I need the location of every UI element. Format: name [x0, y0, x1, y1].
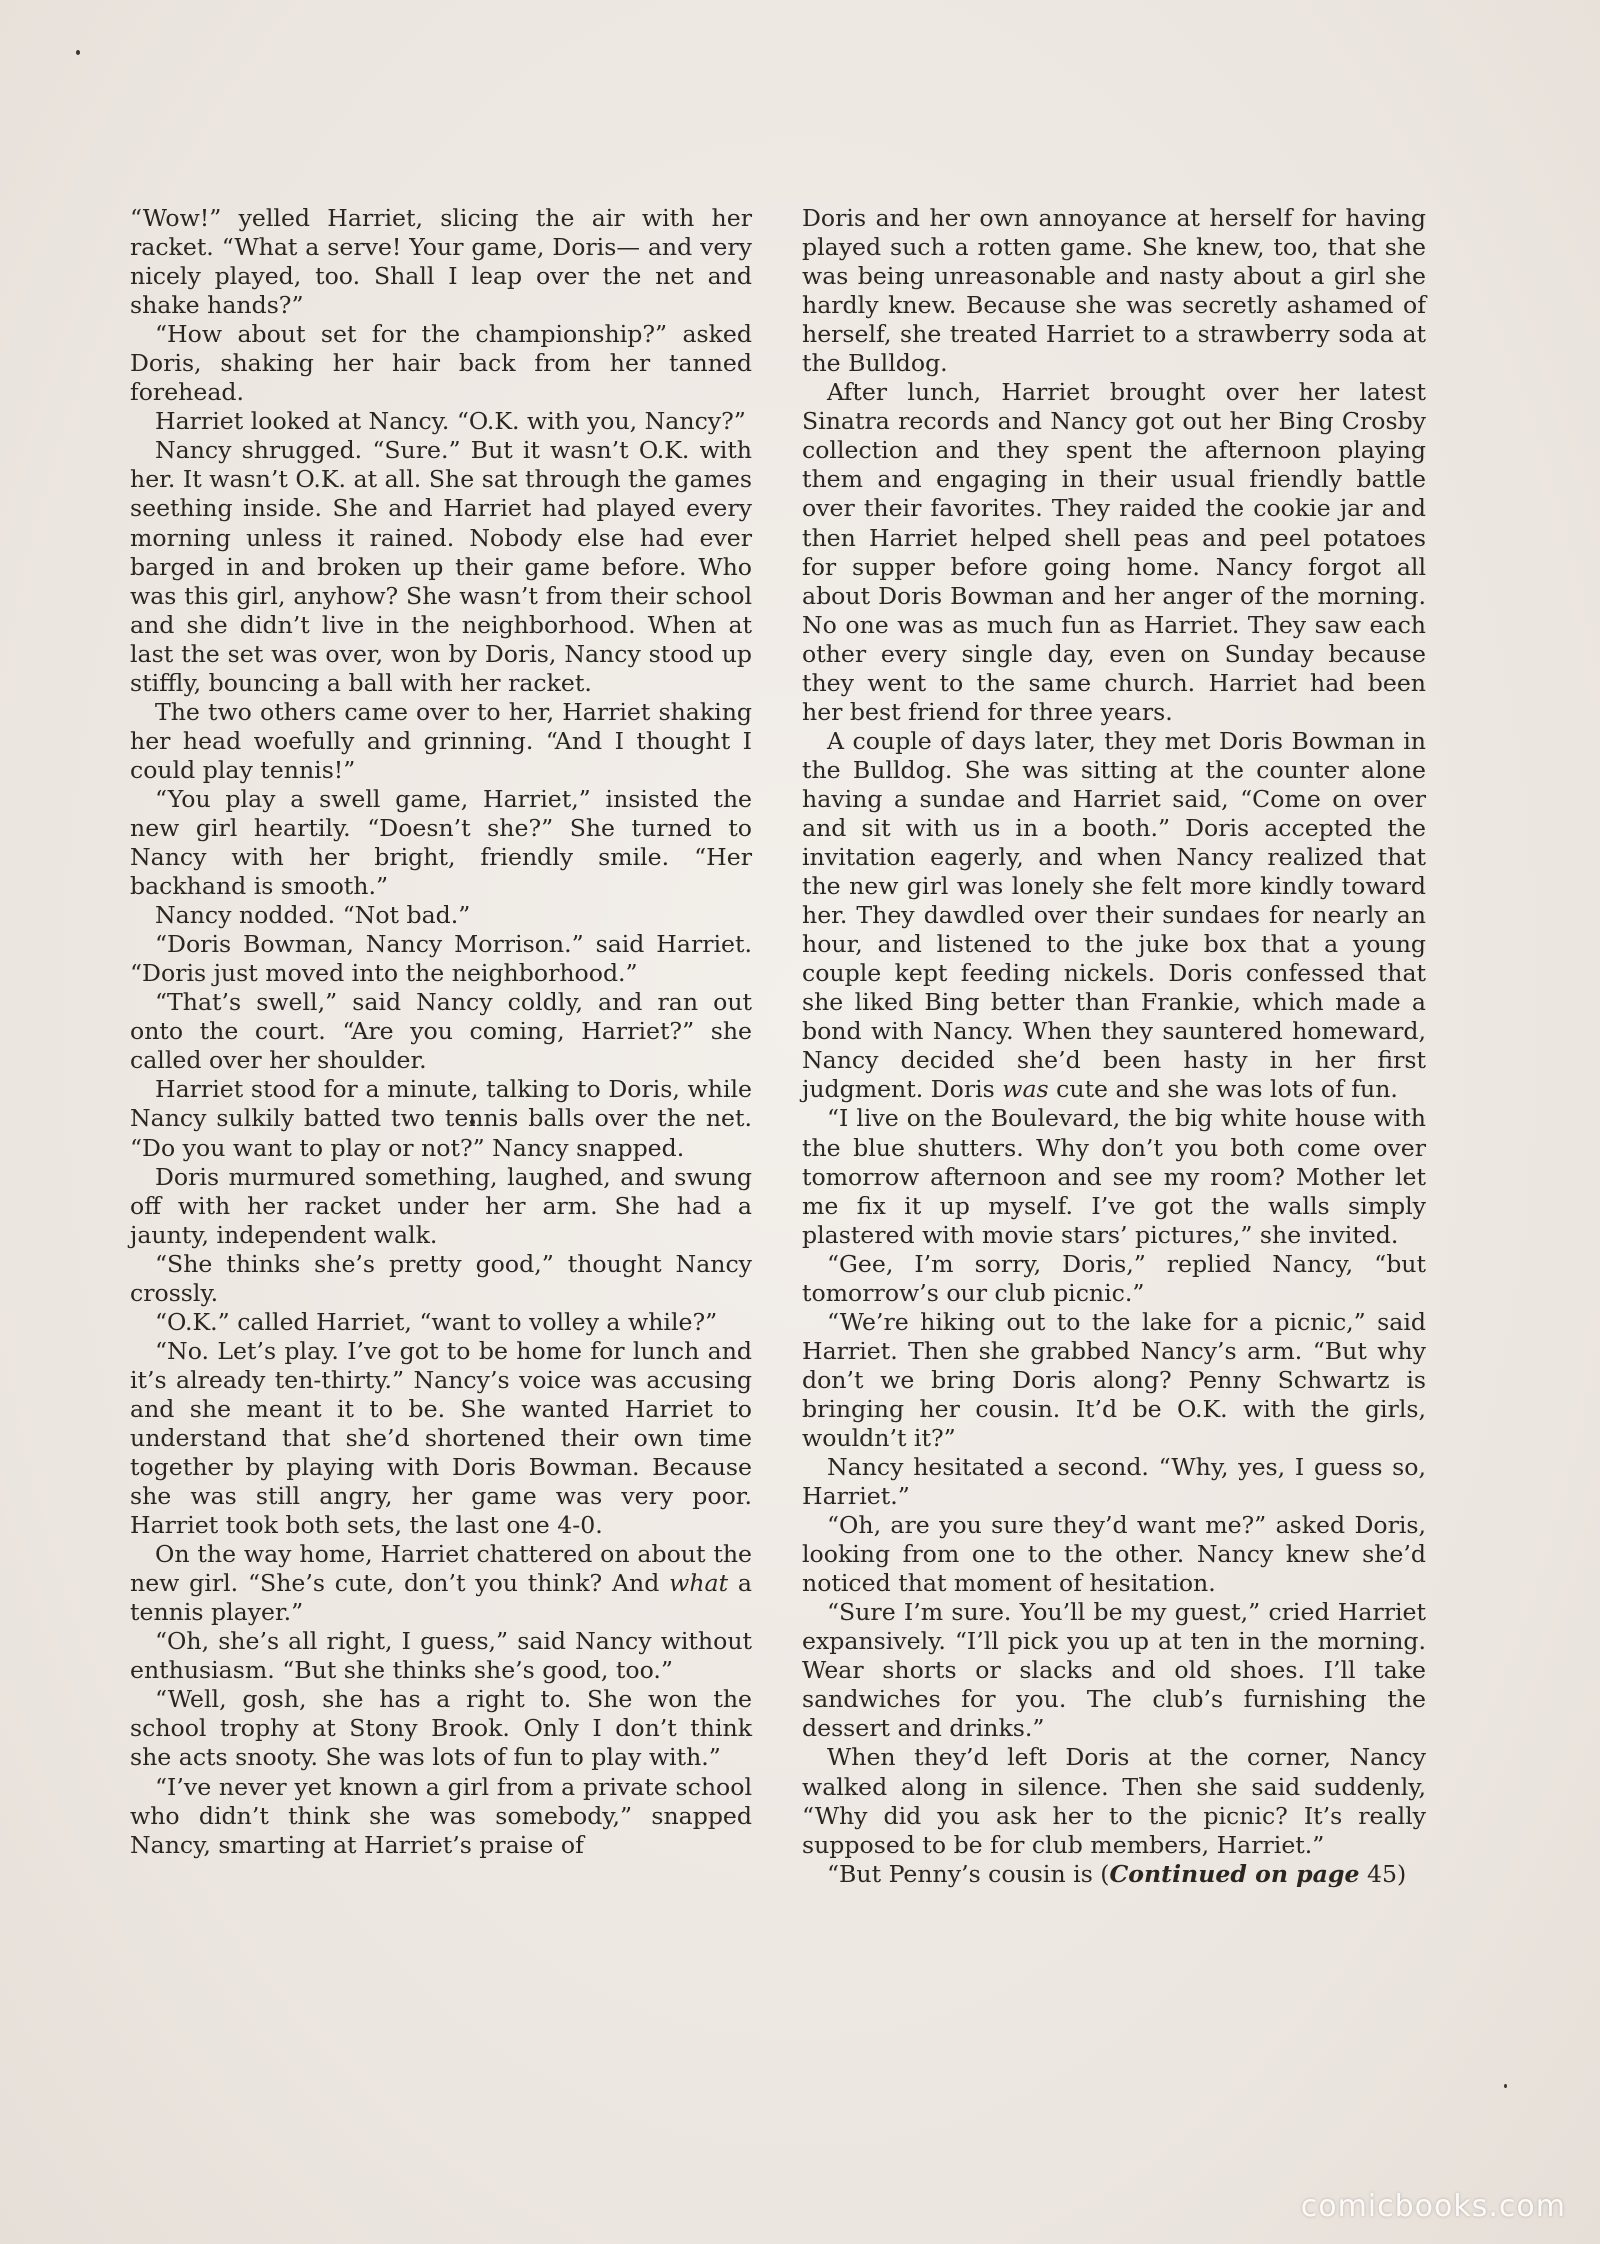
paragraph: Harriet looked at Nancy. “O.K. with you, Nancy?”: [155, 407, 746, 436]
paragraph: The two others came over to her, Harriet shaking her head woefully and grinning. “And I thought I could play tennis!”: [130, 697, 752, 784]
print-speck: [76, 50, 80, 55]
paragraph: “Oh, are you sure they’d want me?” asked Doris, looking from one to the other. Nancy knew she’d noticed that moment of hesitation.: [802, 1511, 1426, 1598]
paragraph: [802, 1860, 1426, 1889]
paragraph: “Oh, she’s all right, I guess,” said Nancy without enthusiasm. “But she thinks she’s good, too.”: [130, 1627, 752, 1685]
paragraph: Doris and her own annoyance at herself for having played such a rotten game. She knew, too, that she was being unreasonable and nasty about a girl she hardly knew. Because she was secretly ashamed of herself, she treated Harriet to a strawberry soda at the Bulldog.: [802, 204, 1426, 378]
paragraph: “No. Let’s play. I’ve got to be home for lunch and it’s already ten-thirty.” Nancy’s voice was accusing and she meant it to be. She wanted Harriet to understand that she’d shortened their own time together by playing with Doris Bowman. Because she was still angry, her game was very poor. Harriet took both sets, the last one 4-0.: [130, 1336, 752, 1540]
text-run: A couple of days later, they met Doris Bowman in the Bulldog. She was sitting at the counter alone having a sundae and Harriet said, “Come on over and sit with us in a booth.” Doris accepted the invitation eagerly, and when Nancy realized that the new girl was lonely she felt more kindly toward her. They dawdled over their sundaes for nearly an hour, and listened to the juke box that a young couple kept feeding nickels. Doris confessed that she liked Bing better than Frankie, which made a bond with Nancy. When they sauntered homeward, Nancy decided she’d been hasty in her first judgment. Doris: [802, 726, 1426, 1104]
paragraph: “Well, gosh, she has a right to. She won the school trophy at Stony Brook. Only I don’t think she acts snooty. She was lots of fun to play with.”: [130, 1685, 752, 1772]
text-run: a tennis player.”: [130, 1569, 752, 1627]
text-column-left: [130, 204, 752, 1860]
emphasis: was: [1002, 1075, 1049, 1104]
emphasis: what: [669, 1569, 729, 1598]
text-column-right: [802, 204, 1426, 1889]
paragraph: Doris murmured something, laughed, and swung off with her racket under her arm. She had a jaunty, independent walk.: [130, 1162, 752, 1249]
paragraph: When they’d left Doris at the corner, Nancy walked along in silence. Then she said suddenly, “Why did you ask her to the picnic? It’s really supposed to be for club members, Harriet.”: [802, 1743, 1426, 1859]
paragraph: “Sure I’m sure. You’ll be my guest,” cried Harriet expansively. “I’ll pick you up at ten in the morning. Wear shorts or slacks and old shoes. I’ll take sandwiches for you. The club’s furnishing the dessert and drinks.”: [802, 1598, 1426, 1743]
paragraph: “That’s swell,” said Nancy coldly, and ran out onto the court. “Are you coming, Harriet?” she called over her shoulder.: [130, 988, 752, 1075]
paragraph: Harriet stood for a minute, talking to Doris, while Nancy sulkily batted two tennis balls over the net. “Do you want to play or not?” Nancy snapped.: [130, 1075, 752, 1162]
paragraph: “O.K.” called Harriet, “want to volley a while?”: [155, 1307, 718, 1336]
paragraph: Nancy hesitated a second. “Why, yes, I guess so, Harriet.”: [802, 1453, 1426, 1511]
paragraph: Nancy nodded. “Not bad.”: [155, 901, 471, 930]
site-watermark: comicbooks.com: [1300, 2189, 1566, 2224]
text-run: On the way home, Harriet chattered on about the new girl. “She’s cute, don’t you think? And: [130, 1540, 752, 1598]
paragraph: [130, 1540, 752, 1627]
paragraph: “Doris Bowman, Nancy Morrison.” said Harriet. “Doris just moved into the neighborhood.”: [130, 930, 752, 988]
paragraph: “I’ve never yet known a girl from a private school who didn’t think she was somebody,” snapped Nancy, smarting at Harriet’s praise of: [130, 1772, 752, 1859]
paragraph: “We’re hiking out to the lake for a picnic,” said Harriet. Then she grabbed Nancy’s arm. “But why don’t we bring Doris along? Penny Schwartz is bringing her cousin. It’d be O.K. with the girls, wouldn’t it?”: [802, 1307, 1426, 1452]
text-run: 45): [1359, 1859, 1407, 1888]
text-run: cute and she was lots of fun.: [1048, 1075, 1398, 1104]
paragraph: “Wow!” yelled Harriet, slicing the air with her racket. “What a serve! Your game, Doris— and very nicely played, too. Shall I leap over the net and shake hands?”: [130, 204, 752, 320]
paragraph: “How about set for the championship?” asked Doris, shaking her hair back from her tanned forehead.: [130, 320, 752, 407]
continued-note: Continued on page: [1109, 1859, 1360, 1888]
paragraph: “I live on the Boulevard, the big white house with the blue shutters. Why don’t you both come over tomorrow afternoon and see my room? Mother let me fix it up myself. I’ve got the walls simply plastered with movie stars’ pictures,” she invited.: [802, 1104, 1426, 1249]
print-speck: [1504, 2084, 1507, 2088]
paragraph: “You play a swell game, Harriet,” insisted the new girl heartily. “Doesn’t she?” She turned to Nancy with her bright, friendly smile. “Her backhand is smooth.”: [130, 784, 752, 901]
paragraph: Nancy shrugged. “Sure.” But it wasn’t O.K. with her. It wasn’t O.K. at all. She sat through the games seething inside. She and Harriet had played every morning unless it rained. Nobody else had ever barged in and broken up their game before. Who was this girl, anyhow? She wasn’t from their school and she didn’t live in the neighborhood. When at last the set was over, won by Doris, Nancy stood up stiffly, bouncing a ball with her racket.: [130, 436, 752, 697]
paragraph: “Gee, I’m sorry, Doris,” replied Nancy, “but tomorrow’s our club picnic.”: [802, 1249, 1426, 1307]
paragraph: After lunch, Harriet brought over her latest Sinatra records and Nancy got out her Bing Crosby collection and they spent the afternoon playing them and engaging in their usual friendly battle over their favorites. They raided the cookie jar and then Harriet helped shell peas and peel potatoes for supper before going home. Nancy forgot all about Doris Bowman and her anger of the morning. No one was as much fun as Harriet. They saw each other every single day, even on Sunday because they went to the same church. Harriet had been her best friend for three years.: [802, 378, 1426, 726]
paragraph: “She thinks she’s pretty good,” thought Nancy crossly.: [130, 1249, 752, 1307]
text-run: “But Penny’s cousin is (: [827, 1859, 1110, 1888]
paragraph: [802, 727, 1426, 1105]
